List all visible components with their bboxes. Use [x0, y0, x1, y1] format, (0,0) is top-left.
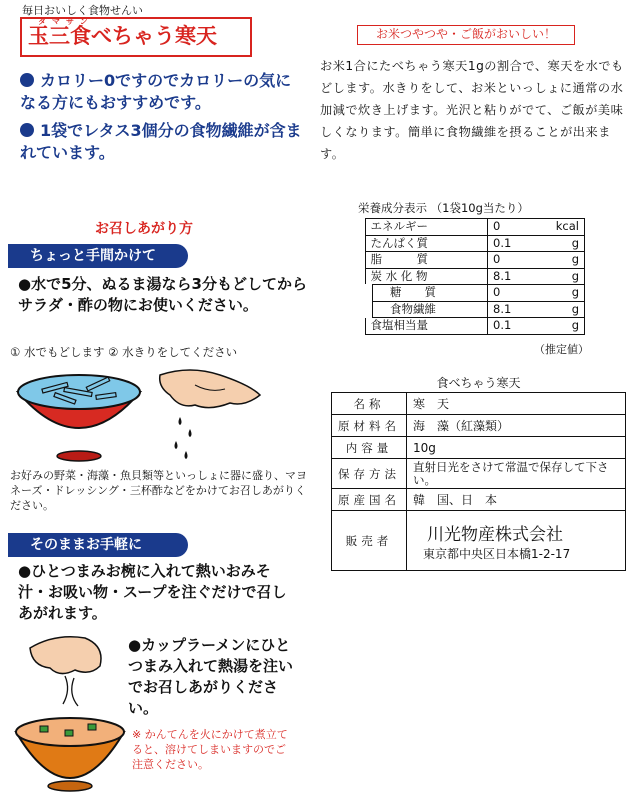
spec-value: 韓 国、日 本 [407, 489, 626, 511]
rice-headline: お米つやつや・ご飯がおいしい！ [357, 25, 575, 45]
spec-label: 原産国名 [332, 489, 407, 511]
spec-label: 原材料名 [332, 415, 407, 437]
cup-noodle-step: ●カップラーメンにひとつまみ入れて熱湯を注いでお召しあがりください。 [128, 636, 294, 717]
nutrition-label: 食物繊維 [365, 301, 488, 318]
nutrition-label: 糖 質 [365, 285, 488, 302]
nutrition-note: （推定値） [534, 343, 589, 356]
spec-row [332, 437, 626, 459]
nutrition-unit: g [528, 318, 585, 335]
brand-logo [20, 17, 252, 57]
brand-name: 玉三食べちゃう寒天 [28, 24, 217, 48]
nutrition-row [365, 285, 585, 302]
nutrition-unit: g [528, 235, 585, 252]
soup-bowl-illustration [10, 628, 130, 798]
spec-row [332, 393, 626, 415]
brand-ruby: タマサン [38, 17, 94, 26]
nutrition-row [365, 235, 585, 252]
nutrition-title: 栄養成分表示 （1袋10g当たり） [358, 201, 529, 215]
spec-label: 保存方法 [332, 459, 407, 489]
nutrition-unit: g [528, 252, 585, 269]
nutrition-unit: g [528, 285, 585, 302]
section2-step: ●ひとつまみお椀に入れて熱いおみそ汁・お吸い物・スープを注ぐだけで召しあがれます。 [18, 562, 287, 622]
nutrition-row [365, 219, 585, 236]
spec-row [332, 459, 626, 489]
brand-tagline: 毎日おいしく食物せんい [22, 4, 143, 17]
feature-fiber: 1袋でレタス3個分の食物繊維が含まれています。 [20, 121, 302, 162]
nutrition-value: 0 [488, 219, 529, 236]
nutrition-row [365, 318, 585, 335]
spec-row-seller [332, 511, 626, 571]
section1-note: お好みの野菜・海藻・魚貝類等といっしょに器に盛り、マヨネーズ・ドレッシング・三杯酢などをかけてお召しあがりください。 [10, 469, 307, 512]
seller-name: 川光物産株式会社 [427, 524, 563, 545]
nutrition-value: 0 [488, 285, 529, 302]
caution-note: ※ かんてんを火にかけて煮立てると、溶けてしまいますのでご注意ください。 [132, 728, 288, 771]
nutrition-unit: g [528, 301, 585, 318]
nutrition-unit: g [528, 268, 585, 285]
section1-captions: ① 水でもどします ② 水きりをしてください [10, 345, 238, 359]
soaking-bowl-illustration [14, 368, 144, 463]
nutrition-row [365, 268, 585, 285]
rice-description: お米1合にたべちゃう寒天1gの割合で、寒天を水でもどします。水きりをして、お米といっしょに通常の水加減で炊き上げます。光沢と粘りがでて、ご飯が美味しくなります。簡単に食物繊維を摂ることが出来ます。 [320, 59, 624, 161]
spec-row [332, 415, 626, 437]
nutrition-row [365, 252, 585, 269]
seller-info [407, 511, 626, 571]
squeezing-hand-illustration [150, 365, 270, 465]
spec-value: 寒 天 [407, 393, 626, 415]
feature-calorie: カロリー0ですのでカロリーの気になる方にもおすすめです。 [20, 71, 292, 112]
nutrition-value: 8.1 [488, 301, 529, 318]
nutrition-value: 0.1 [488, 235, 529, 252]
seller-label: 販売者 [332, 511, 407, 571]
bullet-icon [20, 123, 34, 137]
nutrition-label: 脂 質 [365, 252, 488, 269]
spec-label: 内容量 [332, 437, 407, 459]
spec-value: 直射日光をさけて常温で保存して下さい。 [407, 459, 626, 489]
section1-step: ●水で5分、ぬるま湯なら3分もどしてからサラダ・酢の物にお使いください。 [18, 275, 307, 314]
spec-title: 食べちゃう寒天 [436, 376, 521, 390]
nutrition-table [358, 218, 585, 335]
nutrition-value: 8.1 [488, 268, 529, 285]
nutrition-value: 0 [488, 252, 529, 269]
howto-title: お召しあがり方 [95, 221, 193, 237]
nutrition-label: 食塩相当量 [365, 318, 488, 335]
spec-value: 10g [407, 437, 626, 459]
seller-address: 東京都中央区日本橋1-2-17 [423, 546, 571, 561]
spec-label: 名称 [332, 393, 407, 415]
spec-row [332, 489, 626, 511]
section1-label: ちょっと手間かけて [8, 244, 188, 268]
bullet-icon [20, 73, 34, 87]
spec-table [331, 392, 626, 571]
nutrition-row [365, 301, 585, 318]
nutrition-unit: kcal [528, 219, 585, 236]
nutrition-value: 0.1 [488, 318, 529, 335]
nutrition-label: 炭 水 化 物 [365, 268, 488, 285]
spec-value: 海 藻（紅藻類） [407, 415, 626, 437]
nutrition-label: エネルギー [365, 219, 488, 236]
nutrition-label: たんぱく質 [365, 235, 488, 252]
section2-label: そのままお手軽に [8, 533, 188, 557]
